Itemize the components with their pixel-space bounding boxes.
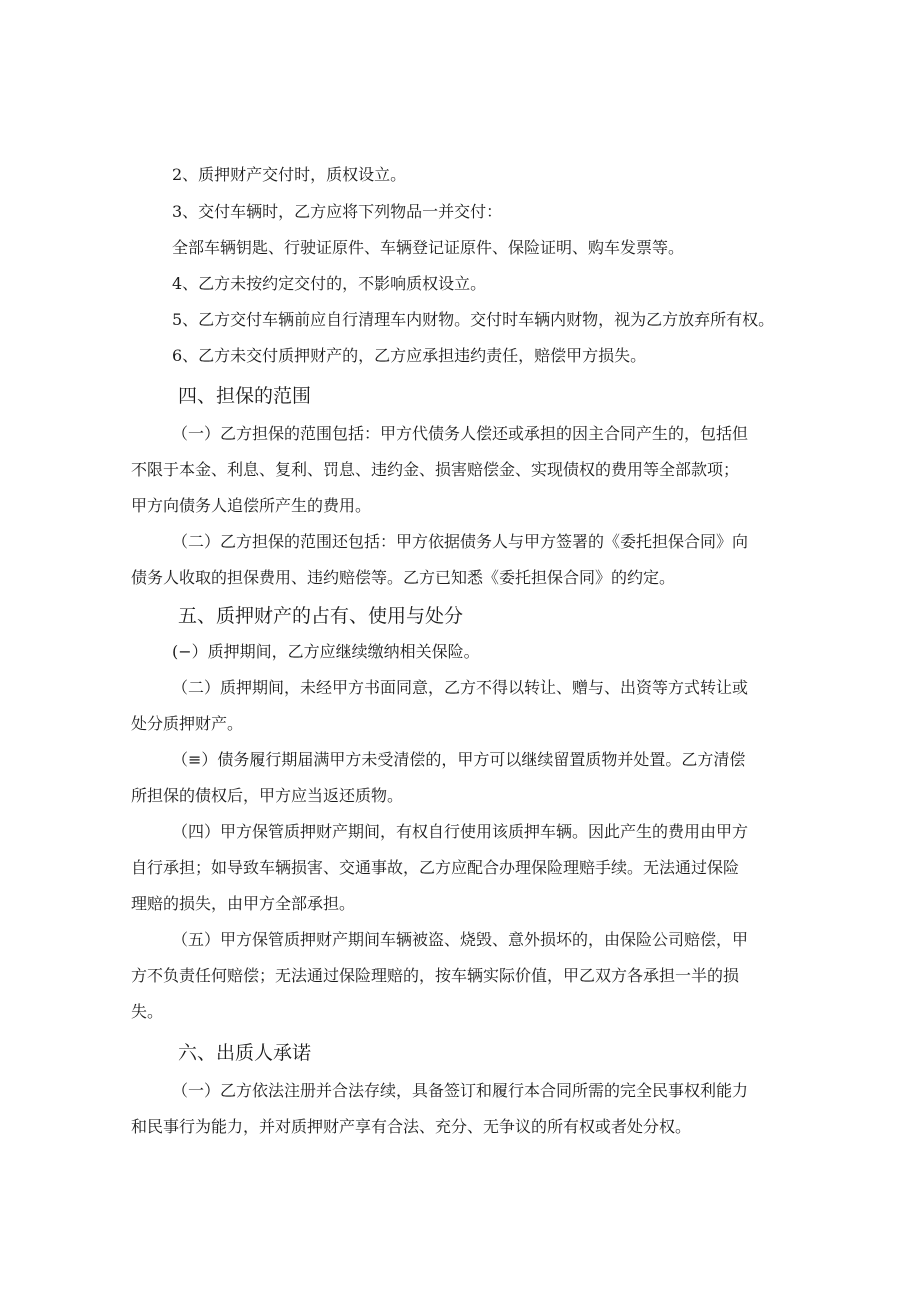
- section-5-para-3-line-2: 所担保的债权后，甲方应当返还质物。: [131, 786, 404, 805]
- clause-item-4: 4、乙方未按约定交付的，不影响质权设立。: [172, 274, 487, 293]
- section-5-para-5-line-1: （五）甲方保管质押财产期间车辆被盗、烧毁、意外损坏的，由保险公司赔偿，甲: [172, 930, 749, 949]
- section-6-para-1-line-1: （一）乙方依法注册并合法存续，具备签订和履行本合同所需的完全民事权利能力: [172, 1081, 749, 1100]
- clause-item-5: 5、乙方交付车辆前应自行清理车内财物。交付时车辆内财物，视为乙方放弃所有权。: [172, 310, 775, 329]
- section-5-para-5-line-2: 方不负责任何赔偿；无法通过保险理赔的，按车辆实际价值，甲乙双方各承担一半的损: [131, 966, 740, 985]
- section-heading-6: 六、出质人承诺: [178, 1042, 312, 1064]
- section-4-para-2-line-2: 债务人收取的担保费用、违约赔偿等。乙方已知悉《委托担保合同》的约定。: [131, 568, 676, 587]
- section-5-para-4-line-1: （四）甲方保管质押财产期间，有权自行使用该质押车辆。因此产生的费用由甲方: [172, 822, 749, 841]
- section-5-para-1: (−）质押期间，乙方应继续缴纳相关保险。: [172, 642, 480, 661]
- section-5-para-3-line-1: （≡）债务履行期届满甲方未受清偿的，甲方可以继续留置质物并处置。乙方清偿: [172, 750, 746, 769]
- clause-item-3-detail: 全部车辆钥匙、行驶证原件、车辆登记证原件、保险证明、购车发票等。: [172, 238, 685, 257]
- clause-item-3: 3、交付车辆时，乙方应将下列物品一并交付：: [172, 202, 503, 221]
- section-5-para-2-line-1: （二）质押期间，未经甲方书面同意，乙方不得以转让、赠与、出资等方式转让或: [172, 678, 749, 697]
- section-4-para-1-line-1: （一）乙方担保的范围包括：甲方代债务人偿还或承担的因主合同产生的，包括但: [172, 424, 749, 443]
- section-5-para-5-line-3: 失。: [131, 1002, 164, 1021]
- section-4-para-1-line-2: 不限于本金、利息、复利、罚息、违约金、损害赔偿金、实现债权的费用等全部款项；: [131, 460, 740, 479]
- section-4-para-1-line-3: 甲方向债务人追偿所产生的费用。: [131, 496, 372, 515]
- section-4-para-2-line-1: （二）乙方担保的范围还包括：甲方依据债务人与甲方签署的《委托担保合同》向: [172, 532, 749, 551]
- section-heading-5: 五、质押财产的占有、使用与处分: [178, 605, 464, 627]
- section-5-para-4-line-2: 自行承担；如导致车辆损害、交通事故，乙方应配合办理保险理赔手续。无法通过保险: [131, 858, 740, 877]
- clause-item-2: 2、质押财产交付时，质权设立。: [172, 165, 407, 184]
- section-5-para-2-line-2: 处分质押财产。: [131, 714, 244, 733]
- section-heading-4: 四、担保的范围: [178, 385, 312, 407]
- section-5-para-4-line-3: 理赔的损失，由甲方全部承担。: [131, 894, 356, 913]
- clause-item-6: 6、乙方未交付质押财产的，乙方应承担违约责任，赔偿甲方损失。: [172, 346, 647, 365]
- section-6-para-1-line-2: 和民事行为能力，并对质押财产享有合法、充分、无争议的所有权或者处分权。: [131, 1117, 692, 1136]
